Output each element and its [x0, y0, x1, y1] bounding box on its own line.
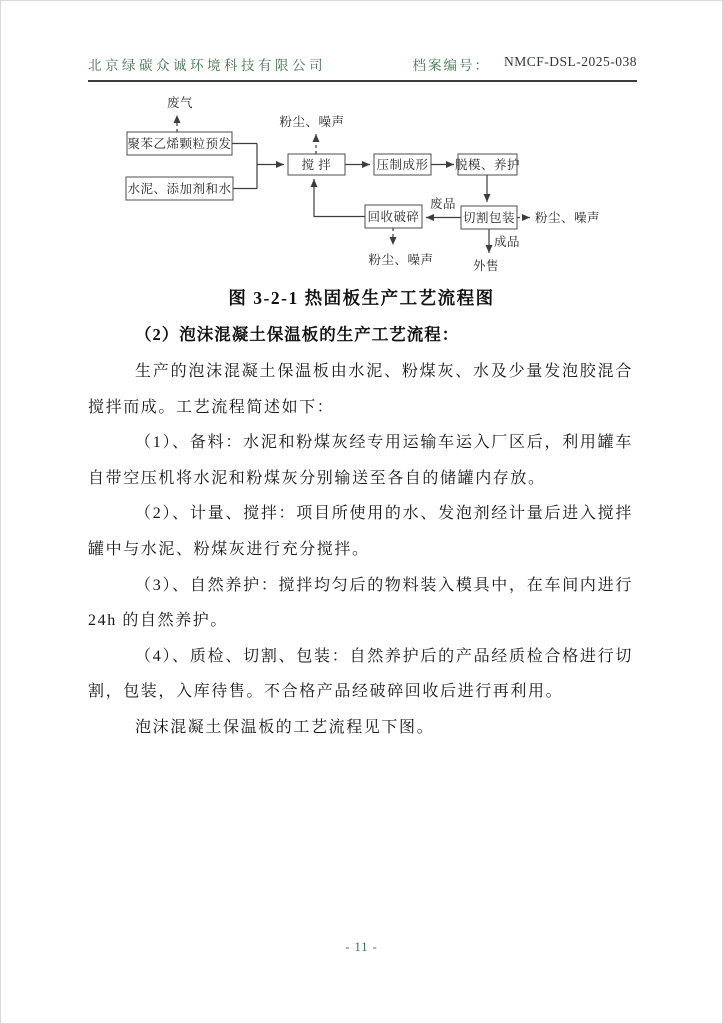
- paragraph-step-3: （3）、自然养护：搅拌均匀后的物料装入模具中，在车间内进行 24h 的自然养护。: [88, 576, 633, 630]
- flow-box-press-label: 压制成形: [376, 158, 429, 172]
- label-dust-noise-recycle: 粉尘、噪声: [368, 253, 434, 267]
- label-scrap: 废品: [429, 197, 457, 211]
- flow-box-demold-curing: [455, 154, 520, 175]
- body-text: [88, 354, 633, 746]
- paragraph-step-4: （4）、质检、切割、包装：自然养护后的产品经质检合格进行切割，包装，入库待售。不合格产品经破碎回收后进行再利用。: [88, 647, 633, 701]
- paragraph-step-2: （2）、计量、搅拌：项目所使用的水、发泡剂经计量后进入搅拌罐中与水泥、粉煤灰进行充分搅拌。: [88, 505, 633, 558]
- paragraph-closing: 泡沫混凝土保温板的工艺流程见下图。: [135, 718, 435, 736]
- section-heading: （2）泡沫混凝土保温板的生产工艺流程：: [135, 325, 460, 344]
- flow-box-pre-expand: [127, 132, 232, 155]
- flow-box-press-forming: [374, 154, 431, 175]
- paragraph-intro: 生产的泡沫混凝土保温板由水泥、粉煤灰、水及少量发泡胶混合搅拌而成。工艺流程简述如下：: [88, 363, 633, 416]
- flow-box-mixing: [288, 154, 345, 175]
- flow-box-cut-packaging: [461, 206, 517, 229]
- label-dust-noise-mixing: 粉尘、噪声: [279, 115, 345, 129]
- flow-box-cement-additive-water: [126, 177, 233, 200]
- archive-number: NMCF-DSL-2025-038: [503, 54, 637, 69]
- label-waste-gas: 废气: [166, 96, 194, 110]
- flow-box-recycle-crush: [365, 205, 422, 228]
- flow-box-mixing-label: 搅 拌: [301, 158, 332, 172]
- page-number: - 11 -: [345, 940, 378, 954]
- archive-label: 档案编号：: [412, 58, 490, 73]
- archive-number-block: [412, 54, 637, 74]
- page-header: [88, 46, 637, 82]
- flow-box-cut-label: 切割包装: [462, 211, 516, 225]
- flow-box-demold-label: 脱模、养护: [454, 158, 521, 172]
- process-flow-diagram: [85, 85, 645, 290]
- paragraph-step-1: （1）、备料：水泥和粉煤灰经专用运输车运入厂区后，利用罐车自带空压机将水泥和粉煤灰分别输送至各自的储罐内存放。: [88, 434, 633, 487]
- figure-caption: 图 3-2-1 热固板生产工艺流程图: [228, 288, 495, 308]
- label-sold-out: 外售: [472, 259, 500, 273]
- flow-box-pre-expand-label: 聚苯乙烯颗粒预发: [127, 137, 232, 151]
- company-name: 北京绿碳众诚环境科技有限公司: [88, 58, 326, 73]
- label-dust-noise-cutting: 粉尘、噪声: [535, 211, 601, 225]
- label-finished-product: 成品: [494, 235, 521, 249]
- flow-box-recycle-label: 回收破碎: [367, 210, 420, 224]
- flow-box-cement-label: 水泥、添加剂和水: [127, 182, 232, 196]
